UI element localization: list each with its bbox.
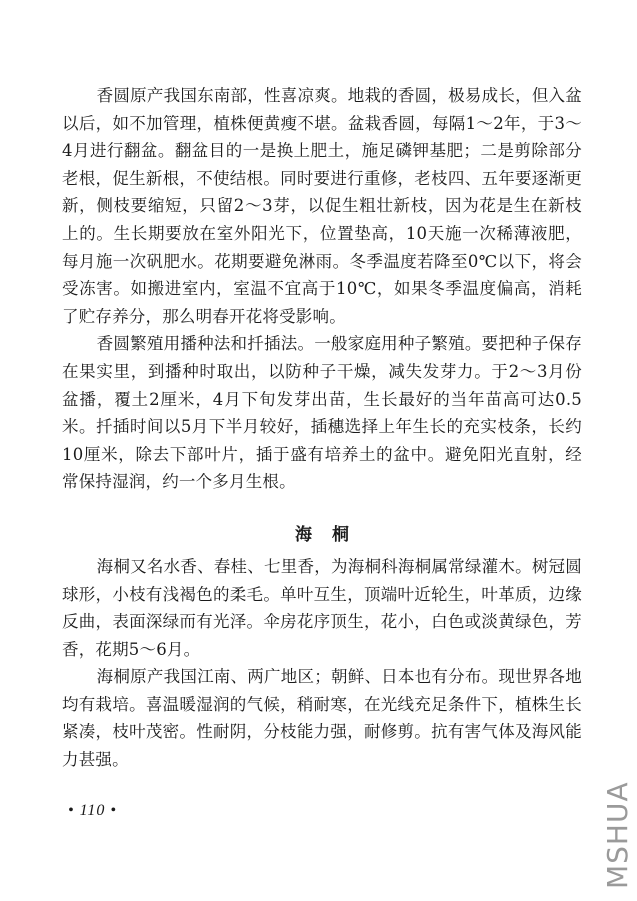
paragraph-propagation: 香圆繁殖用播种法和扦插法。一般家庭用种子繁殖。要把种子保存在果实里，到播种时取出，以防种子干燥，减失发芽力。于2～3月份盆播，覆土2厘米，4月下旬发芽出苗，生长最好的当年苗高可达0.5米。扦插时间以5月下半月较好，插穗选择上年生长的充实枝条，长约10厘米，除去下部叶片，插于盛有培养土的盆中。避免阳光直射，经常保持湿润，约一个多月生根。: [62, 334, 582, 492]
page-number: • 110 •: [68, 802, 118, 819]
section-title: 海桐: [295, 524, 369, 545]
body-text: [62, 82, 582, 774]
paragraph-description: 海桐又名水香、春桂、七里香，为海桐科海桐属常绿灌木。树冠圆球形，小枝有浅褐色的柔毛。单叶互生，顶端叶近轮生，叶革质，边缘反曲，表面深绿而有光泽。伞房花序顶生，花小，白色或淡黄绿色，芳香，花期5～6月。: [62, 556, 582, 659]
paragraph-cultivation: 香圆原产我国东南部，性喜凉爽。地栽的香圆，极易成长，但入盆以后，如不加管理，植株便黄瘦不堪。盆栽香圆，每隔1～2年，于3～4月进行翻盆。翻盆目的一是换上肥土，施足磷钾基肥；二是剪除部分老根，促生新根，不使结根。同时要进行重修，老枝四、五年要逐渐更新，侧枝要缩短，只留2～3芽，以促生粗壮新枝，因为花是生在新枝上的。生长期要放在室外阳光下，位置垫高，10天施一次稀薄液肥，每月施一次矾肥水。花期要避免淋雨。冬季温度若降至0℃以下，将会受冻害。如搬进室内，室温不宜高于10℃，如果冬季温度偏高，消耗了贮存养分，那么明春开花将受影响。: [62, 86, 582, 326]
paragraph-origin: 海桐原产我国江南、两广地区；朝鲜、日本也有分布。现世界各地均有栽培。喜温暖湿润的气候，稍耐寒，在光线充足条件下，植株生长紧凑，枝叶茂密。性耐阴，分枝能力强，耐修剪。抗有害气体及海风能力甚强。: [62, 667, 582, 770]
watermark: MSHUA: [601, 781, 634, 889]
